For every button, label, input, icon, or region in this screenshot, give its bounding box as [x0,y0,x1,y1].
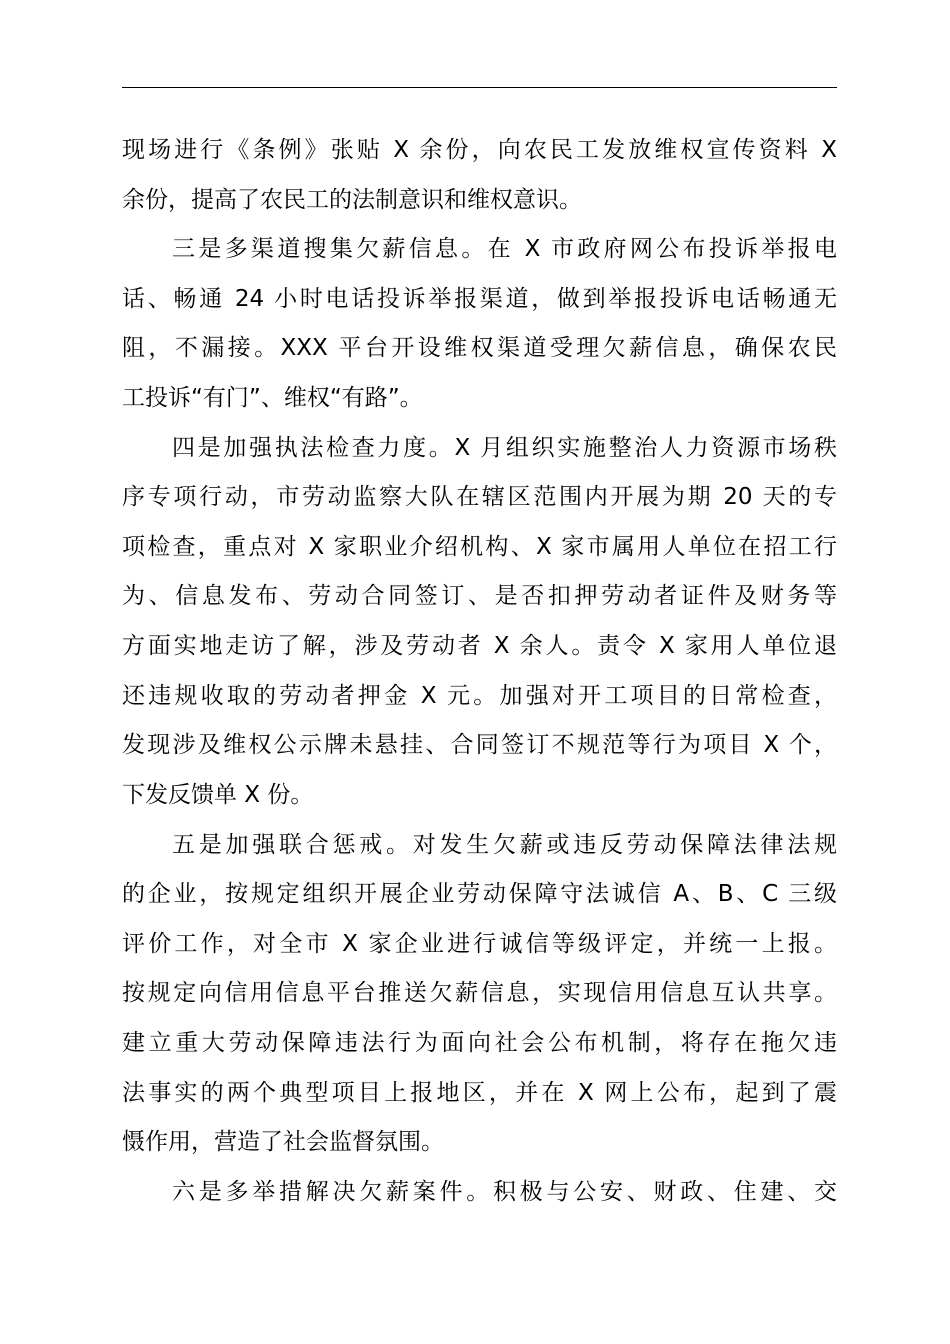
text-line-1: 现场进行《条例》张贴 X 余份，向农民工发放维权宣传资料 X [122,137,837,163]
paragraph-4-line-2: 序专项行动，市劳动监察大队在辖区范围内开展为期 20 天的专 [122,484,837,510]
paragraph-5-line-4: 按规定向信用信息平台推送欠薪信息，实现信用信息互认共享。 [122,980,837,1006]
paragraph-3-line-2: 话、畅通 24 小时电话投诉举报渠道，做到举报投诉电话畅通无 [122,286,837,312]
paragraph-4-line-8: 下发反馈单 X 份。 [122,782,314,808]
paragraph-4-line-7: 发现涉及维权公示牌未悬挂、合同签订不规范等行为项目 X 个， [122,732,837,758]
paragraph-4-line-6: 还违规收取的劳动者押金 X 元。加强对开工项目的日常检查， [122,683,837,709]
paragraph-5-line-5: 建立重大劳动保障违法行为面向社会公布机制，将存在拖欠违 [122,1030,837,1056]
paragraph-3-line-4: 工投诉“有门”、维权“有路”。 [122,385,423,411]
paragraph-4-line-4: 为、信息发布、劳动合同签订、是否扣押劳动者证件及财务等 [122,583,837,609]
paragraph-4-line-3: 项检查，重点对 X 家职业介绍机构、X 家市属用人单位在招工行 [122,534,837,560]
paragraph-6-line-1: 六是多举措解决欠薪案件。积极与公安、财政、住建、交 [172,1179,837,1205]
paragraph-3-line-3: 阻，不漏接。XXX 平台开设维权渠道受理欠薪信息，确保农民 [122,335,837,361]
paragraph-3-line-1: 三是多渠道搜集欠薪信息。在 X 市政府网公布投诉举报电 [172,236,837,262]
text-line-2: 余份，提高了农民工的法制意识和维权意识。 [122,187,582,213]
paragraph-5-line-7: 慑作用，营造了社会监督氛围。 [122,1129,444,1155]
paragraph-4-line-5: 方面实地走访了解，涉及劳动者 X 余人。责令 X 家用人单位退 [122,633,837,659]
paragraph-5-line-3: 评价工作，对全市 X 家企业进行诚信等级评定，并统一上报。 [122,931,837,957]
paragraph-5-line-1: 五是加强联合惩戒。对发生欠薪或违反劳动保障法律法规 [172,832,837,858]
header-rule [122,87,837,88]
paragraph-4-line-1: 四是加强执法检查力度。X 月组织实施整治人力资源市场秩 [172,435,837,461]
paragraph-5-line-6: 法事实的两个典型项目上报地区，并在 X 网上公布，起到了震 [122,1080,837,1106]
paragraph-5-line-2: 的企业，按规定组织开展企业劳动保障守法诚信 A、B、C 三级 [122,881,837,907]
